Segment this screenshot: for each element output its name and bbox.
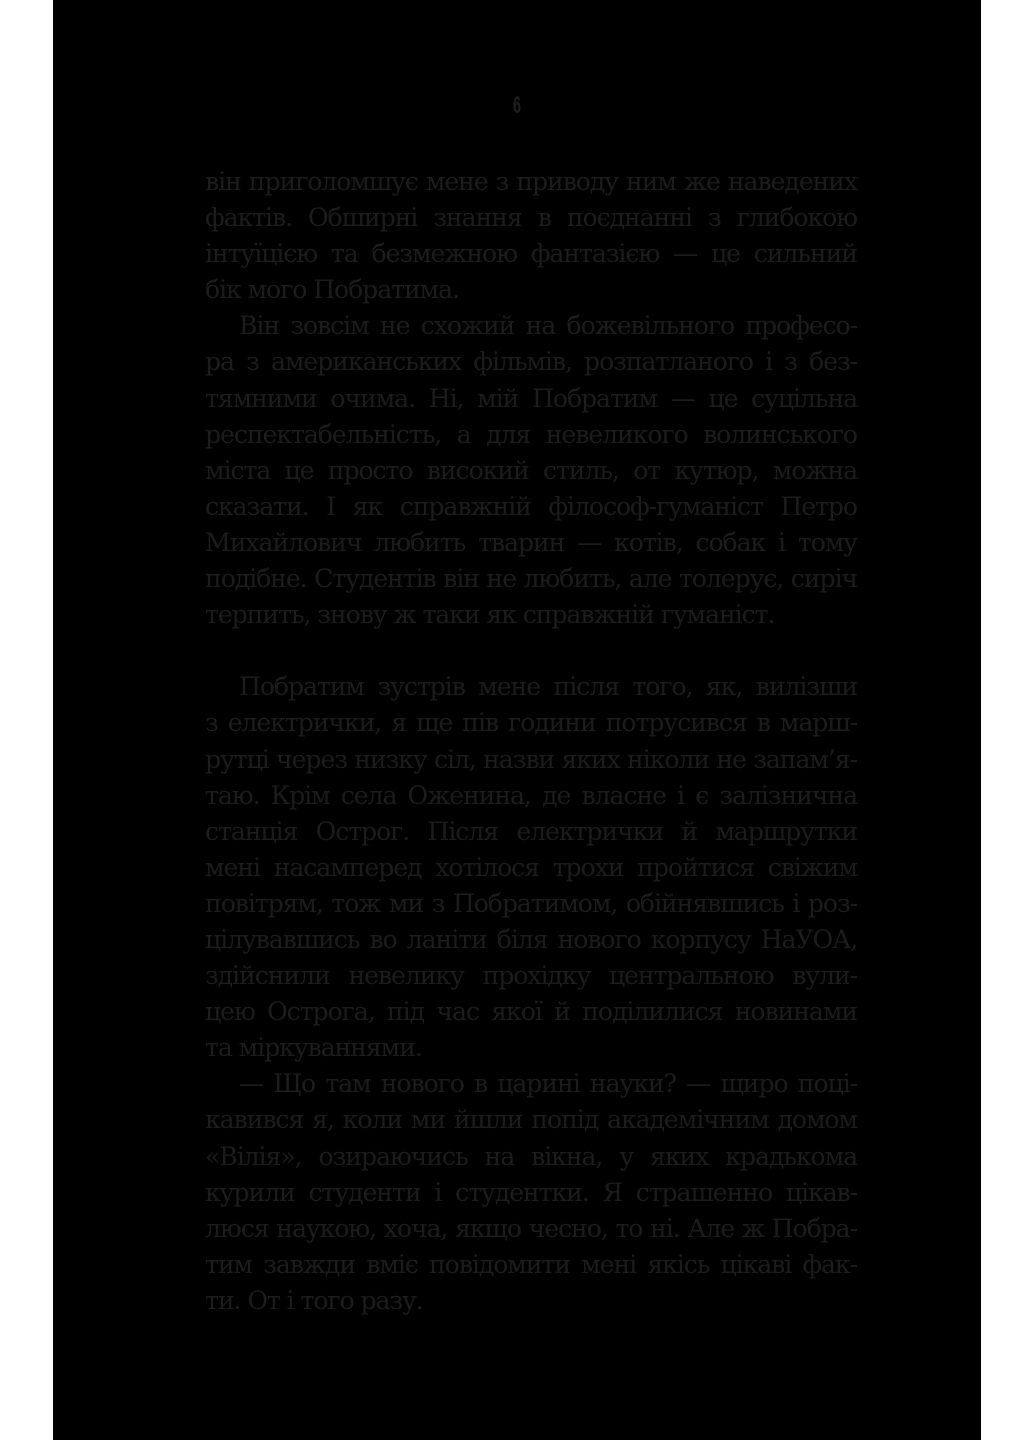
paragraph-1-line-3: інтуїцією та безмежною фантазією — це сильний [205,239,857,269]
paragraph-4-line-2: кавився я, коли ми йшли попід академічним домом [205,1105,857,1135]
paragraph-4-line-5: люся наукою, хоча, якщо чесно, то ні. Але ж Побра- [205,1213,857,1243]
paragraph-2-line-3: тямними очима. Ні, мій Побратим — це суцільна [205,383,857,413]
book-page [53,0,981,1440]
paragraph-2-line-8: подібне. Студентів він не любить, але толерує, сиріч [205,564,857,594]
paragraph-4-line-3: «Вілія», озираючись на вікна, у яких крадькома [205,1141,857,1171]
paragraph-4-line-4: курили студенти і студентки. Я страшенно цікав- [205,1177,857,1207]
paragraph-1-line-2: фактів. Обширні знання в поєднанні з глибокою [205,203,857,233]
paragraph-2-line-5: міста це просто високий стиль, от кутюр, можна [205,455,857,485]
paragraph-2-line-7: Михайлович любить тварин — котів, собак і тому [205,527,857,557]
paragraph-3-line-2: з електрички, я ще пів години потрусився в марш- [205,708,857,738]
paragraph-4-line-6: тим завжди вміє повідомити мені якісь цікаві фак- [205,1249,857,1279]
paragraph-2-line-6: сказати. І як справжній філософ-гуманіст Петро [205,491,857,521]
paragraph-3-line-4: таю. Крім села Оженина, де власне і є залізнична [205,780,857,810]
paragraph-2-line-9: терпить, знову ж таки як справжній гуманіст. [205,600,775,630]
paragraph-3-line-1: Побратим зустрів мене після того, як, вилізши [239,672,857,702]
page-number: 6 [512,92,522,119]
paragraph-3-line-7: повітрям, тож ми з Побратимом, обійнявшись і роз- [205,888,857,918]
paragraph-2-line-2: ра з американських фільмів, розпатланого і з без- [205,347,857,377]
paragraph-1-line-4: бік мого Побратима. [205,275,459,305]
paragraph-3-line-10: цею Острога, під час якої й поділилися новинами [205,997,857,1027]
page-body-text [205,164,857,1319]
paragraph-3-line-11: та міркуваннями. [205,1033,422,1063]
paragraph-3-line-9: здійснили невелику прохідку центральною вули- [205,961,857,991]
paragraph-3-line-8: цілувавшись во ланіти біля нового корпусу НаУОА, [205,924,857,954]
paragraph-4-line-1: — Що там нового в царині науки? — щиро поці- [239,1069,857,1099]
paragraph-4-line-7: ти. От і того разу. [205,1285,423,1315]
paragraph-1-line-1: він приголомшує мене з приводу ним же наведених [205,167,857,196]
paragraph-3-line-3: рутці через низку сіл, назви яких ніколи не запам’я- [205,744,857,774]
paragraph-3-line-5: станція Острог. Після електрички й маршрутки [205,816,857,846]
paragraph-2-line-1: Він зовсім не схожий на божевільного професо- [239,311,857,341]
section-break [205,633,857,669]
paragraph-2-line-4: респектабельність, а для невеликого волинського [205,419,857,449]
paragraph-3-line-6: мені насамперед хотілося трохи пройтися свіжим [205,852,857,882]
